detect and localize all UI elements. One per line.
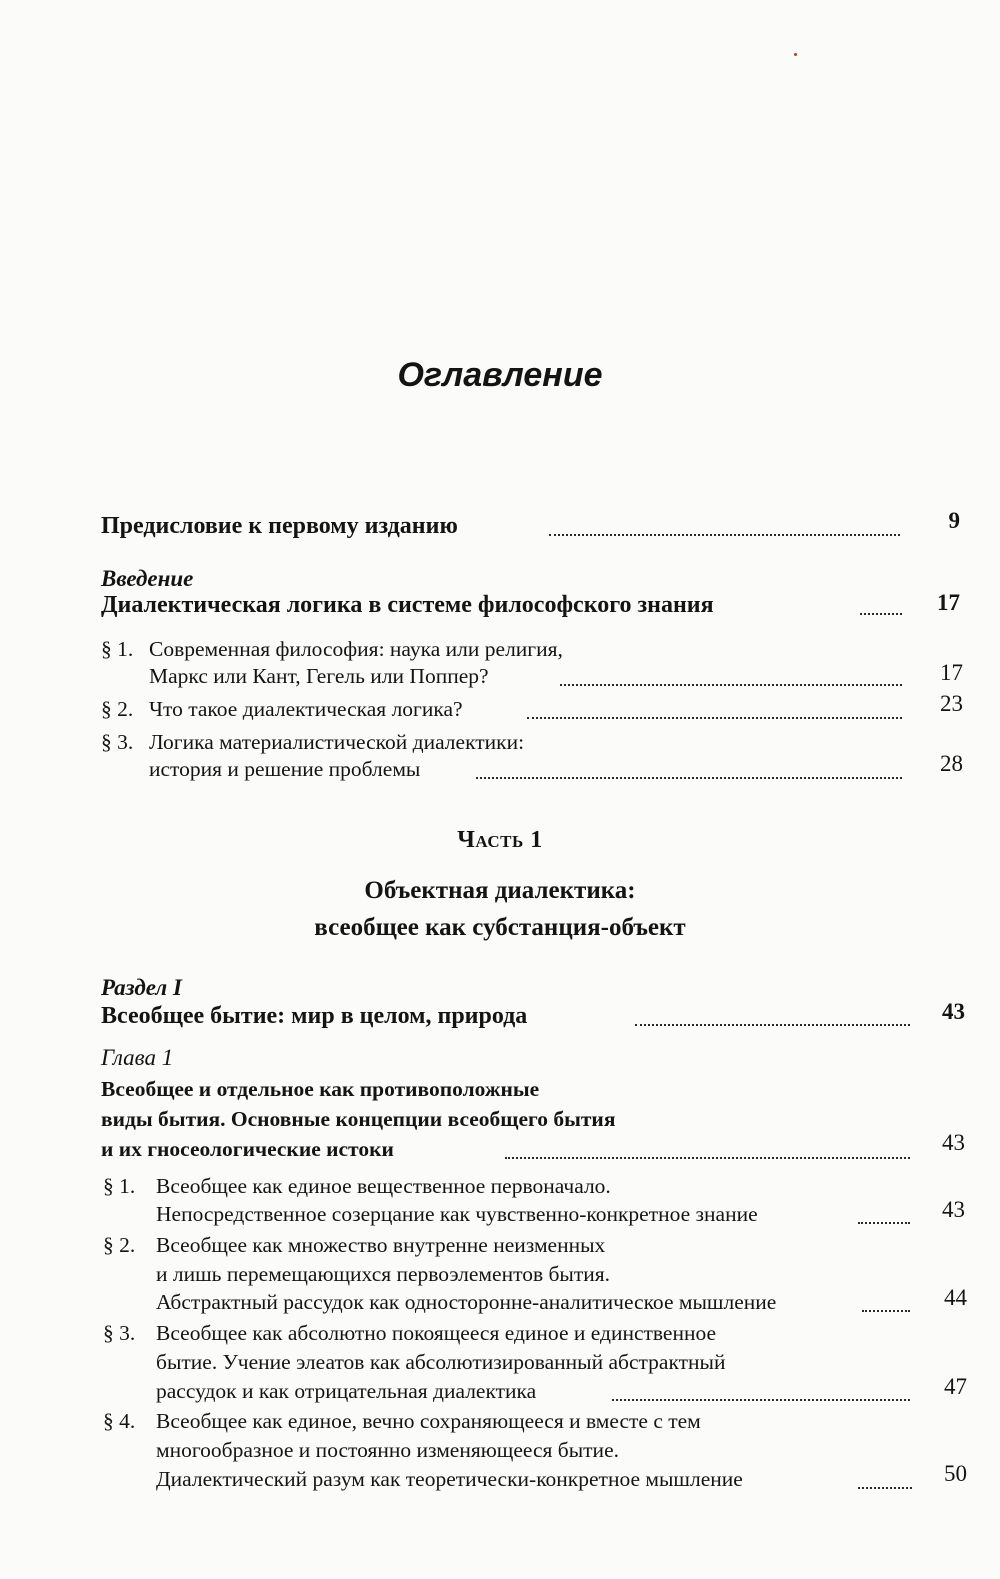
section-line: Всеобщее как единое, вечно сохраняющееся и вместе с тем (156, 1409, 701, 1433)
intro-label: Введение (101, 566, 194, 591)
red-speck (794, 53, 797, 56)
section-line: многообразное и постоянно изменяющееся бытие. (156, 1438, 619, 1462)
leader-dots (858, 1487, 912, 1489)
leader-dots (862, 1310, 910, 1312)
chapter-page: 43 (942, 1130, 965, 1155)
preface-title: Предисловие к первому изданию (101, 513, 458, 539)
section-line: Логика материалистической диалектики: (149, 730, 525, 754)
section-page: 17 (940, 660, 963, 685)
section-number: § 2. (103, 1233, 136, 1257)
razdel-page: 43 (942, 999, 965, 1024)
leader-dots (527, 717, 902, 719)
section-line: Всеобщее как абсолютно покоящееся единое и единственное (156, 1321, 717, 1345)
chapter-title-line: и их гносеологические истоки (101, 1137, 394, 1161)
section-number: § 2. (101, 697, 134, 721)
leader-dots (635, 1024, 910, 1026)
leader-dots (612, 1399, 910, 1401)
section-number: § 1. (101, 637, 134, 661)
chapter-title-line: Всеобщее и отдельное как противоположные (101, 1077, 540, 1101)
razdel-label: Раздел I (101, 975, 182, 1000)
section-page: 44 (944, 1285, 967, 1310)
chapter-label: Глава 1 (101, 1045, 174, 1070)
section-number: § 3. (101, 730, 134, 754)
intro-title: Диалектическая логика в системе философского знания (101, 592, 714, 618)
section-line: Маркс или Кант, Гегель или Поппер? (149, 664, 489, 688)
section-page: 23 (940, 691, 963, 716)
section-page: 43 (942, 1197, 965, 1222)
section-line: бытие. Учение элеатов как абсолютизированный абстрактный (156, 1350, 726, 1374)
section-page: 50 (944, 1461, 967, 1486)
section-line: Всеобщее как единое вещественное первоначало. (156, 1174, 611, 1198)
leader-dots (476, 777, 902, 779)
section-line: история и решение проблемы (149, 757, 421, 781)
section-line: Абстрактный рассудок как односторонне-аналитическое мышление (156, 1290, 777, 1314)
section-line: рассудок и как отрицательная диалектика (156, 1379, 537, 1403)
chapter-title-line: виды бытия. Основные концепции всеобщего бытия (101, 1107, 616, 1131)
toc-title: Оглавление (397, 356, 603, 394)
section-line: Современная философия: наука или религия, (149, 637, 563, 661)
section-number: § 4. (103, 1409, 136, 1433)
leader-dots (505, 1157, 910, 1159)
part-title-line2: всеобщее как субстанция-объект (314, 914, 686, 941)
leader-dots (858, 1222, 910, 1224)
leader-dots (860, 613, 902, 615)
part-title-line1: Объектная диалектика: (364, 877, 636, 904)
leader-dots (560, 684, 902, 686)
leader-dots (549, 534, 900, 536)
section-line: Диалектический разум как теоретически-конкретное мышление (156, 1467, 743, 1491)
part-label: Часть 1 (457, 827, 543, 853)
razdel-title: Всеобщее бытие: мир в целом, природа (101, 1003, 528, 1029)
intro-page: 17 (937, 590, 960, 615)
preface-page: 9 (948, 508, 960, 533)
section-line: Что такое диалектическая логика? (149, 697, 463, 721)
section-line: Непосредственное созерцание как чувственно-конкретное знание (156, 1202, 758, 1226)
section-number: § 1. (103, 1174, 136, 1198)
section-page: 28 (940, 751, 963, 776)
section-page: 47 (944, 1374, 967, 1399)
section-line: Всеобщее как множество внутренне неизменных (156, 1233, 606, 1257)
section-number: § 3. (103, 1321, 136, 1345)
section-line: и лишь перемещающихся первоэлементов бытия. (156, 1262, 611, 1286)
